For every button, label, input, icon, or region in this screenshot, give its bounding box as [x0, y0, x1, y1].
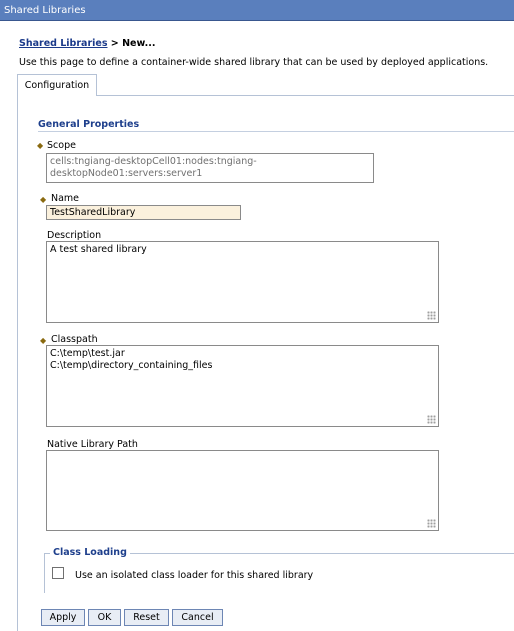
resize-grip-icon[interactable] — [427, 311, 436, 320]
isolated-class-loader-checkbox[interactable] — [52, 567, 64, 579]
native-library-path-textarea[interactable] — [46, 450, 439, 531]
cancel-button[interactable]: Cancel — [172, 609, 223, 626]
tab-configuration[interactable]: Configuration — [17, 74, 97, 96]
required-icon: ◆ — [40, 195, 47, 204]
description-textarea[interactable] — [46, 241, 439, 323]
description-value: A test shared library — [50, 244, 147, 255]
reset-button[interactable]: Reset — [124, 609, 169, 626]
scope-label: Scope — [47, 140, 76, 151]
scope-field — [46, 153, 374, 183]
class-loading-legend: Class Loading — [50, 547, 130, 558]
native-library-path-label: Native Library Path — [47, 439, 138, 450]
breadcrumb — [19, 38, 155, 49]
window-title: Shared Libraries — [0, 0, 514, 21]
breadcrumb-current: New... — [122, 38, 156, 49]
scope-value-line-1: cells:tngiang-desktopCell01:nodes:tngiang- — [50, 156, 257, 167]
ok-button[interactable]: OK — [88, 609, 121, 626]
classpath-line-2: C:\temp\directory_containing_files — [50, 360, 213, 371]
resize-grip-icon[interactable] — [427, 519, 436, 528]
scope-value-line-2: desktopNode01:servers:server1 — [50, 168, 203, 179]
required-icon: ◆ — [37, 141, 44, 150]
resize-grip-icon[interactable] — [427, 415, 436, 424]
name-label: Name — [51, 193, 80, 204]
name-input[interactable]: TestSharedLibrary — [46, 205, 241, 220]
isolated-class-loader-label[interactable]: Use an isolated class loader for this shared library — [75, 570, 314, 581]
description-label: Description — [47, 230, 102, 241]
general-properties-heading: General Properties — [38, 119, 514, 132]
classpath-label: Classpath — [51, 334, 98, 345]
breadcrumb-shared-libraries-link[interactable]: Shared Libraries — [19, 38, 108, 49]
page-description: Use this page to define a container-wide shared library that can be used by deployed applications. — [19, 57, 489, 68]
classpath-line-1: C:\temp\test.jar — [50, 348, 125, 359]
breadcrumb-separator: > — [107, 38, 123, 49]
apply-button[interactable]: Apply — [41, 609, 85, 626]
classpath-textarea[interactable] — [46, 345, 439, 427]
required-icon: ◆ — [40, 336, 47, 345]
